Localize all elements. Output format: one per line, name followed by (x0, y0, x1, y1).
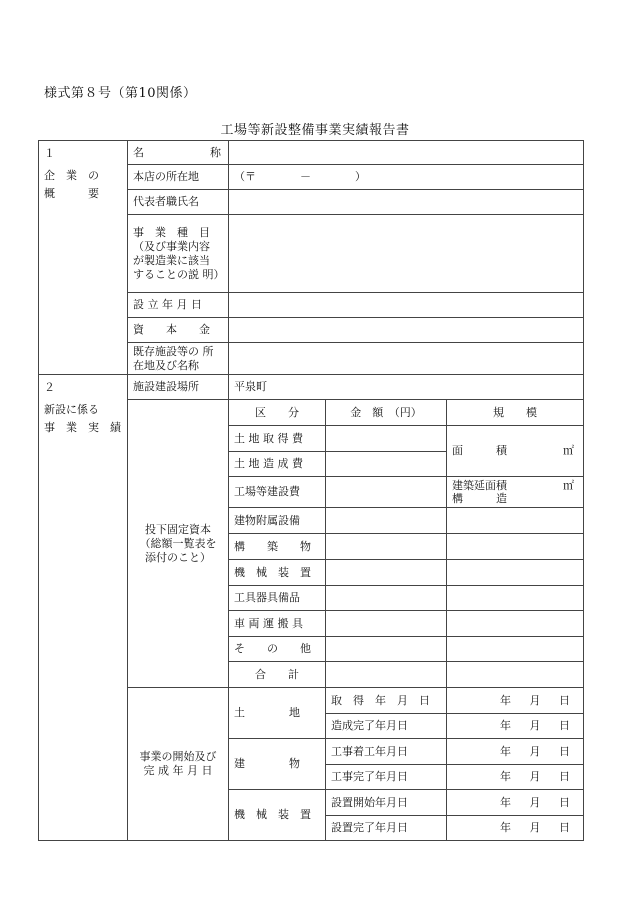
scale-other[interactable] (447, 637, 584, 662)
schedule-machine-complete: 設置完了年月日 (326, 816, 447, 841)
item-other: そ の 他 (229, 637, 326, 662)
label-head-office: 本店の所在地 (128, 165, 229, 190)
amount-land-acquisition[interactable] (326, 426, 447, 452)
date-machine-start[interactable]: 年 月 日 (447, 790, 584, 816)
schedule-building-start: 工事着工年月日 (326, 739, 447, 765)
scale-tools[interactable] (447, 586, 584, 611)
schedule-group-machinery: 機 械 装 置 (229, 790, 326, 841)
amount-other[interactable] (326, 637, 447, 662)
label-established: 設 立 年 月 日 (128, 293, 229, 318)
field-established[interactable] (229, 293, 584, 318)
schedule-machine-start: 設置開始年月日 (326, 790, 447, 816)
section2-heading: ２ 新設に係る 事 業 実 績 (39, 375, 128, 841)
col-header-category: 区 分 (229, 400, 326, 426)
item-total: 合 計 (229, 662, 326, 688)
date-land-acquired[interactable]: 年 月 日 (447, 688, 584, 714)
amount-factory-construction[interactable] (326, 477, 447, 508)
field-representative[interactable] (229, 190, 584, 215)
field-site[interactable]: 平泉町 (229, 375, 584, 400)
field-business-type[interactable] (229, 215, 584, 293)
item-tools: 工具器具備品 (229, 586, 326, 611)
scale-area-label: 面 積 (452, 444, 507, 457)
field-head-office[interactable]: （〒 － ） (229, 165, 584, 190)
row-company-name (39, 141, 584, 165)
schedule-land-acquired: 取 得 年 月 日 (326, 688, 447, 714)
schedule-group-land: 土 地 (229, 688, 326, 739)
scale-floor-label: 建築延面積 (452, 479, 507, 492)
item-machinery: 機 械 装 置 (229, 560, 326, 586)
scale-structures[interactable] (447, 534, 584, 560)
amount-land-development[interactable] (326, 452, 447, 477)
field-capital[interactable] (229, 318, 584, 343)
amount-total[interactable] (326, 662, 447, 688)
item-land-acquisition: 土 地 取 得 費 (229, 426, 326, 452)
date-building-complete[interactable]: 年 月 日 (447, 765, 584, 790)
amount-machinery[interactable] (326, 560, 447, 586)
label-investment: 投下固定資本 （総額一覧表を 添付のこと） (128, 400, 229, 688)
scale-building-equipment[interactable] (447, 508, 584, 534)
scale-floor[interactable] (447, 477, 584, 508)
label-capital: 資 本 金 (128, 318, 229, 343)
amount-structures[interactable] (326, 534, 447, 560)
col-header-scale: 規 模 (447, 400, 584, 426)
schedule-group-building: 建 物 (229, 739, 326, 790)
label-representative: 代表者職氏名 (128, 190, 229, 215)
scale-vehicles[interactable] (447, 611, 584, 637)
date-machine-complete[interactable]: 年 月 日 (447, 816, 584, 841)
scale-structure-label: 構 造 (452, 492, 507, 505)
scale-area[interactable] (447, 426, 584, 477)
schedule-building-complete: 工事完了年月日 (326, 765, 447, 790)
amount-vehicles[interactable] (326, 611, 447, 637)
label-site: 施設建設場所 (128, 375, 229, 400)
item-structures: 構 築 物 (229, 534, 326, 560)
section1-heading: １ 企 業 の 概 要 (39, 141, 128, 375)
form-number: 様式第８号（第10関係） (44, 86, 197, 101)
label-schedule: 事業の開始及び 完 成 年 月 日 (128, 688, 229, 841)
report-form-table (38, 140, 584, 841)
item-factory-construction: 工場等建設費 (229, 477, 326, 508)
document-title: 工場等新設整備事業実績報告書 (220, 123, 410, 138)
amount-tools[interactable] (326, 586, 447, 611)
field-existing-facility[interactable] (229, 343, 584, 375)
schedule-land-developed: 造成完了年月日 (326, 714, 447, 739)
item-vehicles: 車 両 運 搬 具 (229, 611, 326, 637)
item-building-equipment: 建物附属設備 (229, 508, 326, 534)
date-building-start[interactable]: 年 月 日 (447, 739, 584, 765)
scale-floor-unit: ㎡ (563, 479, 575, 492)
label-business-type: 事 業 種 目 （及び事業内容 が製造業に該当 することの説 明） (128, 215, 229, 293)
scale-total[interactable] (447, 662, 584, 688)
date-land-developed[interactable]: 年 月 日 (447, 714, 584, 739)
label-existing-facility: 既存施設等の 所在地及び名称 (128, 343, 229, 375)
item-land-development: 土 地 造 成 費 (229, 452, 326, 477)
scale-area-unit: ㎡ (563, 444, 575, 457)
amount-building-equipment[interactable] (326, 508, 447, 534)
label-company-name: 名 称 (128, 141, 229, 165)
row-site (39, 375, 584, 400)
field-company-name[interactable] (229, 141, 584, 165)
col-header-amount: 金 額 （円） (326, 400, 447, 426)
scale-machinery[interactable] (447, 560, 584, 586)
